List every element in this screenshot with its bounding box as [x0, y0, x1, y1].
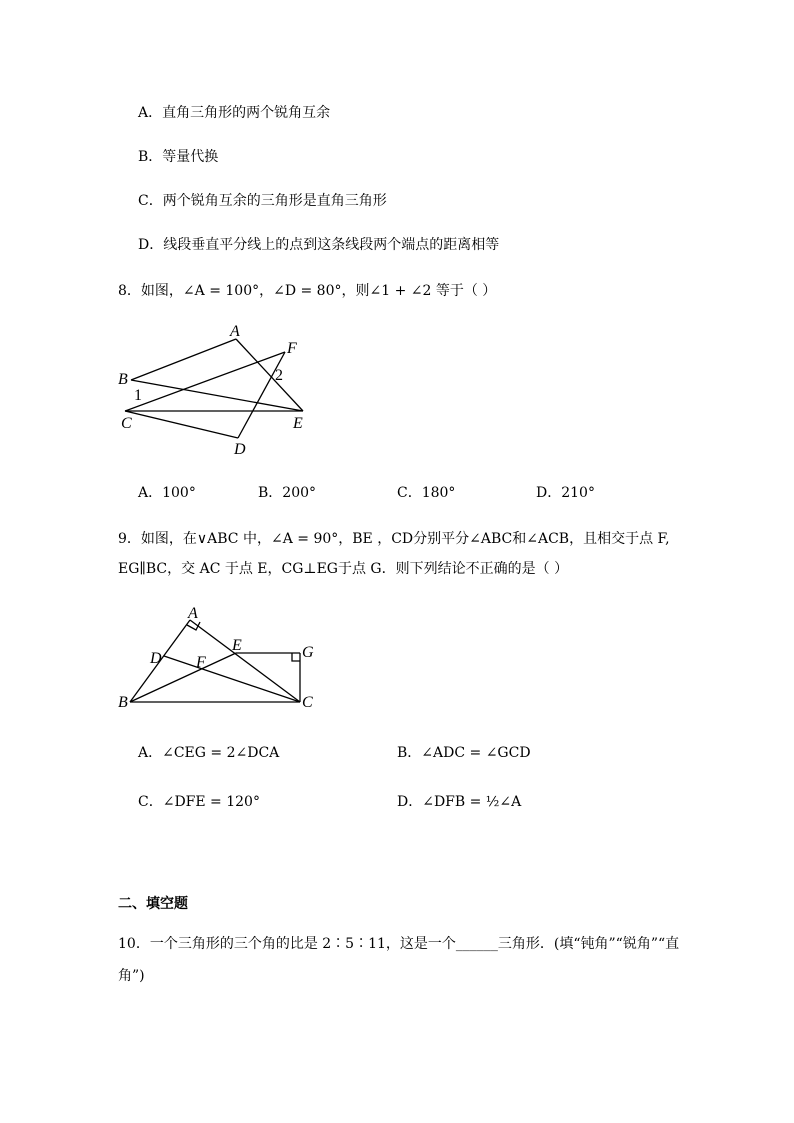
q8-option-d: D．210° — [536, 485, 595, 501]
q9-label-A: A — [188, 605, 198, 622]
q8-option-b: B．200° — [258, 485, 317, 501]
q9-label-C: C — [302, 694, 313, 711]
q9-stem-line2: EG∥BC，交 AC 于点 E，CG⊥EG于点 G．则下列结论不正确的是（ ） — [118, 561, 569, 577]
section2-title: 二、填空题 — [118, 896, 188, 912]
q8-label-2: 2 — [275, 367, 283, 384]
q9-option-b: B．∠ADC = ∠GCD — [397, 745, 531, 761]
q9-label-D: D — [150, 650, 162, 667]
q8-segment-FD — [238, 352, 285, 438]
q8-option-a: A．100° — [138, 485, 196, 501]
q7-option-b: B．等量代换 — [138, 149, 219, 165]
q9-segment-AC — [190, 620, 300, 702]
q8-label-B: B — [118, 371, 128, 388]
q9-figure — [110, 600, 340, 720]
q9-option-d: D．∠DFB = ½∠A — [397, 794, 522, 810]
q8-figure — [110, 320, 330, 460]
q8-segment-CF — [125, 352, 285, 411]
q8-stem: 8．如图，∠A = 100°，∠D = 80°，则∠1 + ∠2 等于（ ） — [118, 283, 497, 299]
q9-stem-line1: 9．如图，在∨ABC 中，∠A = 90°，BE ，CD分别平分∠ABC和∠ACB，且相交于点 F, — [118, 531, 670, 547]
q8-label-E: E — [293, 415, 303, 432]
q7-option-c: C．两个锐角互余的三角形是直角三角形 — [138, 193, 387, 209]
q8-option-c: C．180° — [397, 485, 456, 501]
q9-option-a: A．∠CEG = 2∠DCA — [138, 745, 280, 761]
q8-segment-BE — [131, 380, 303, 411]
q9-label-G: G — [302, 644, 314, 661]
q10-line1: 10．一个三角形的三个角的比是 2∶5∶11，这是一个______三角形．(填“钝角”“锐角”“直 — [118, 936, 680, 952]
q8-segment-BA — [131, 339, 236, 380]
q9-label-E: E — [232, 637, 242, 654]
q9-segment-BE — [130, 653, 236, 702]
q8-segment-CD — [125, 411, 238, 438]
q10-line2: 角”) — [118, 968, 145, 984]
q8-label-D: D — [234, 441, 246, 458]
q8-label-F: F — [287, 340, 297, 357]
q9-option-c: C．∠DFE = 120° — [138, 794, 260, 810]
q8-label-A: A — [230, 323, 240, 340]
q9-segment-CD — [164, 656, 300, 702]
q9-label-B: B — [118, 694, 128, 711]
q8-label-1: 1 — [134, 387, 142, 404]
q9-label-F: F — [196, 654, 206, 671]
q8-label-C: C — [121, 415, 132, 432]
q9-right-angle-G — [292, 653, 300, 661]
q7-option-d: D．线段垂直平分线上的点到这条线段两个端点的距离相等 — [138, 237, 500, 253]
q7-option-a: A．直角三角形的两个锐角互余 — [138, 105, 331, 121]
